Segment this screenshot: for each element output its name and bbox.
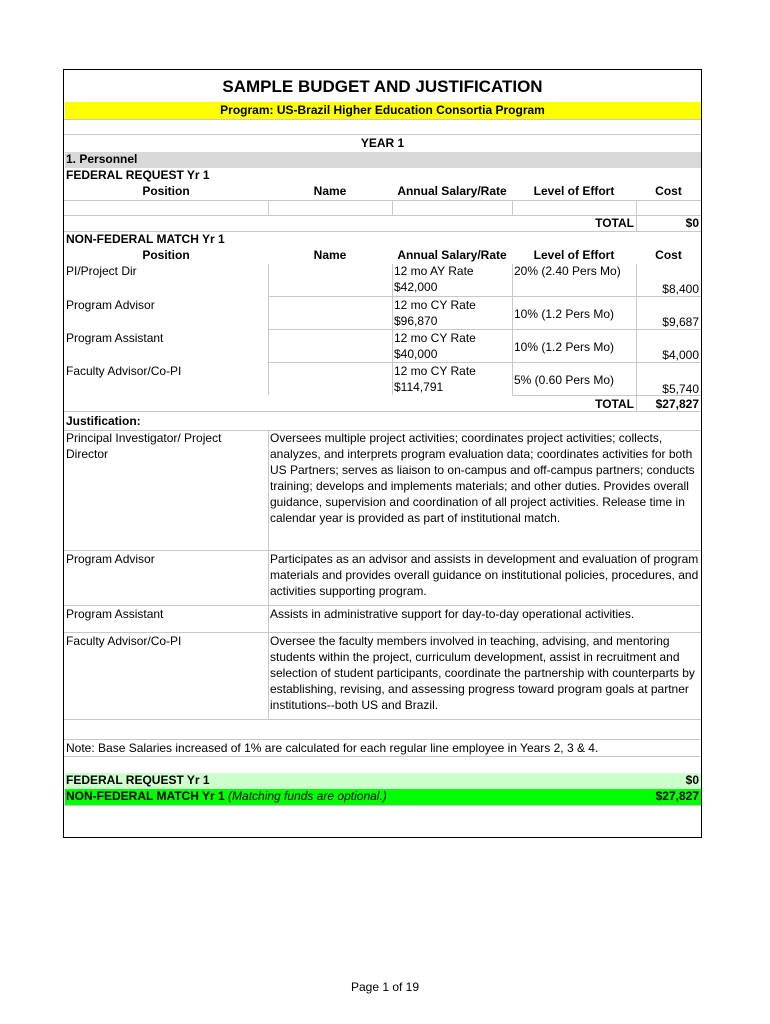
page-footer: Page 1 of 19 bbox=[350, 980, 420, 994]
col-position: Position bbox=[142, 248, 190, 262]
justification-role: Principal Investigator/ Project Director bbox=[66, 431, 222, 461]
col-name: Name bbox=[313, 184, 347, 198]
effort-cell: 5% (0.60 Pers Mo) bbox=[514, 373, 615, 387]
nonfed-total-label: TOTAL bbox=[595, 397, 634, 411]
nonfed-summary-value: $27,827 bbox=[655, 789, 699, 803]
col-cost: Cost bbox=[655, 184, 682, 198]
rate-type-cell: 12 mo CY Rate bbox=[394, 298, 476, 312]
col-position: Position bbox=[142, 184, 190, 198]
cost-cell: $9,687 bbox=[662, 315, 699, 329]
federal-heading: FEDERAL REQUEST Yr 1 bbox=[66, 168, 210, 182]
federal-summary-value: $0 bbox=[685, 773, 699, 787]
federal-total-label: TOTAL bbox=[595, 216, 634, 230]
position-cell: Program Assistant bbox=[66, 331, 164, 345]
section-band bbox=[65, 152, 701, 168]
budget-sheet bbox=[63, 69, 702, 838]
position-cell: PI/Project Dir bbox=[66, 264, 137, 278]
col-salary: Annual Salary/Rate bbox=[397, 184, 507, 198]
federal-total-value: $0 bbox=[685, 216, 699, 230]
section-title: 1. Personnel bbox=[66, 152, 138, 166]
salary-cell: $42,000 bbox=[394, 280, 438, 294]
col-salary: Annual Salary/Rate bbox=[397, 248, 507, 262]
justification-text: Oversee the faculty members involved in teaching, advising, and mentoring students within the project, curriculum development, assist in recruitment and selection of student participants, coordinate the partnership with counterparts by establishing, revising, and assessing progress toward program goals at partner institutions--both US and Brazil. bbox=[270, 634, 695, 712]
cost-cell: $8,400 bbox=[662, 282, 699, 296]
position-cell: Faculty Advisor/Co-PI bbox=[66, 364, 182, 378]
col-cost: Cost bbox=[655, 248, 682, 262]
rate-type-cell: 12 mo CY Rate bbox=[394, 331, 476, 345]
col-name: Name bbox=[313, 248, 347, 262]
cost-cell: $5,740 bbox=[662, 382, 699, 396]
justification-role: Program Advisor bbox=[66, 552, 155, 566]
page-title: SAMPLE BUDGET AND JUSTIFICATION bbox=[222, 77, 543, 96]
col-effort: Level of Effort bbox=[533, 184, 615, 198]
justification-text: Oversees multiple project activities; coordinates project activities; collects, analyzes, and interprets program evaluation data; coordinates activities for both US Partners; serves as liaison to on-campus and off-campus partners; conducts training; develops and implements materials; and other duties. Provides overall guidance, supervision and coordination of all project activities. Release time in calendar year is provided as part of institutional match. bbox=[270, 431, 695, 525]
effort-cell: 20% (2.40 Pers Mo) bbox=[514, 264, 621, 278]
salary-cell: $40,000 bbox=[394, 347, 438, 361]
effort-cell: 10% (1.2 Pers Mo) bbox=[514, 340, 615, 354]
position-cell: Program Advisor bbox=[66, 298, 155, 312]
justification-role: Faculty Advisor/Co-PI bbox=[66, 634, 182, 648]
nonfed-heading: NON-FEDERAL MATCH Yr 1 bbox=[66, 232, 225, 246]
program-title: Program: US-Brazil Higher Education Consortia Program bbox=[220, 103, 545, 117]
rate-type-cell: 12 mo AY Rate bbox=[394, 264, 474, 278]
justification-role: Program Assistant bbox=[66, 607, 164, 621]
nonfed-summary-label: NON-FEDERAL MATCH Yr 1 bbox=[66, 789, 225, 803]
effort-cell: 10% (1.2 Pers Mo) bbox=[514, 307, 615, 321]
salary-cell: $114,791 bbox=[394, 380, 444, 394]
nonfed-total-value: $27,827 bbox=[655, 397, 699, 411]
justification-text: Assists in administrative support for day-to-day operational activities. bbox=[270, 607, 635, 621]
federal-summary-label: FEDERAL REQUEST Yr 1 bbox=[66, 773, 210, 787]
salary-cell: $96,870 bbox=[394, 314, 438, 328]
col-effort: Level of Effort bbox=[533, 248, 615, 262]
salary-note: Note: Base Salaries increased of 1% are calculated for each regular line employee in Years 2, 3 & 4. bbox=[66, 741, 599, 755]
rate-type-cell: 12 mo CY Rate bbox=[394, 364, 476, 378]
nonfed-summary-row bbox=[66, 789, 387, 803]
cost-cell: $4,000 bbox=[662, 348, 699, 362]
justification-text: Participates as an advisor and assists in development and evaluation of program materials and provides overall guidance on institutional policies, procedures, and activities supporting program. bbox=[270, 552, 699, 598]
justification-heading: Justification: bbox=[66, 414, 141, 428]
nonfed-summary-note: (Matching funds are optional.) bbox=[228, 789, 387, 803]
year-label: YEAR 1 bbox=[360, 136, 405, 150]
